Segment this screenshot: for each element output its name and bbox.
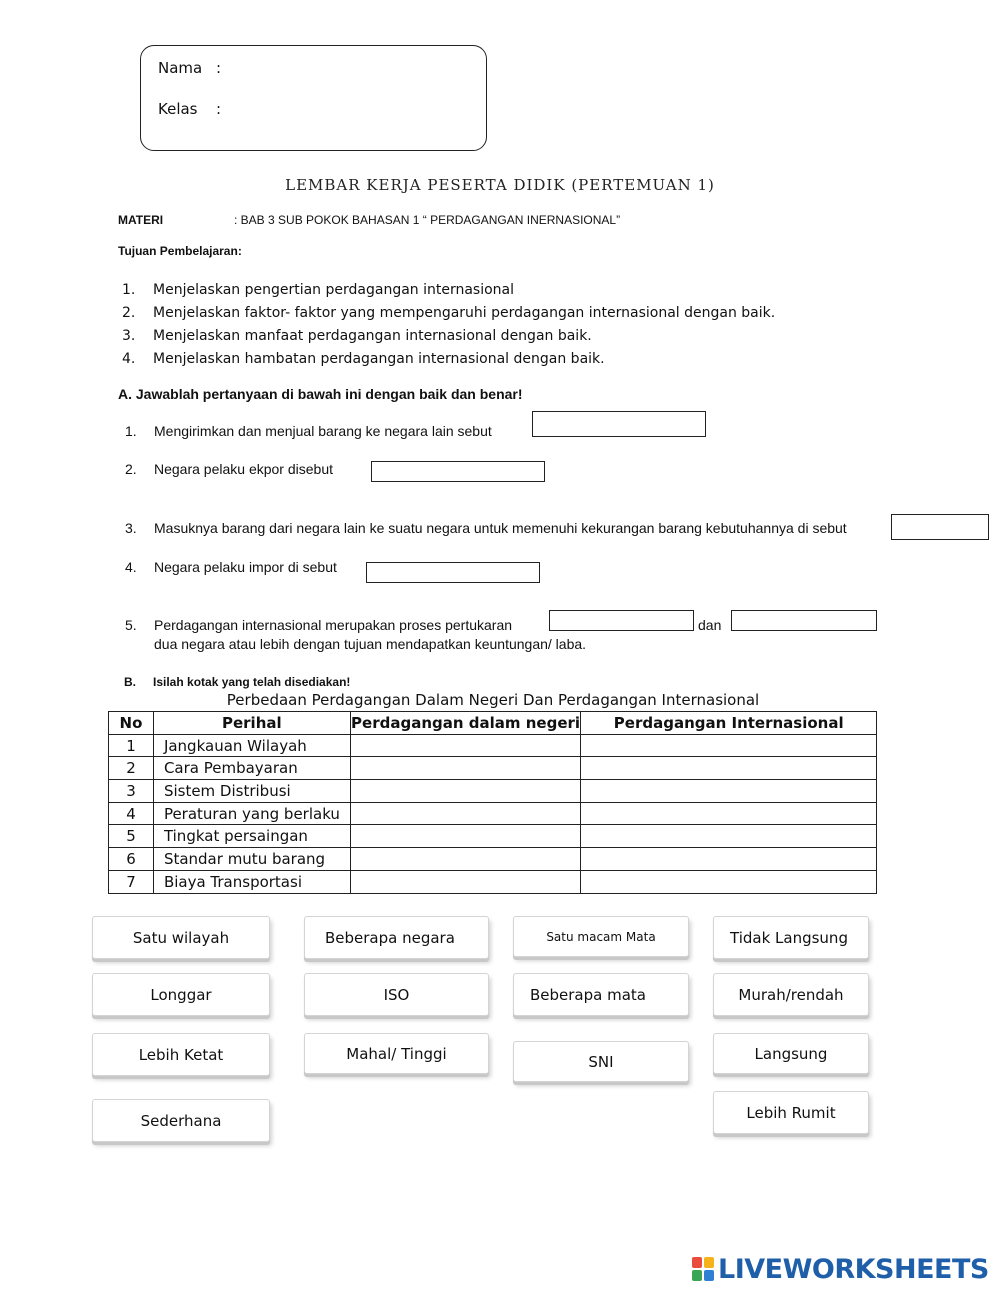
- objective-num: 2.: [122, 304, 136, 321]
- materi-value: : BAB 3 SUB POKOK BAHASAN 1 “ PERDAGANGAN INERNASIONAL”: [234, 213, 621, 227]
- table-row: [109, 757, 877, 780]
- question-1-number: 1.: [125, 423, 137, 439]
- drag-tile-satu-wilayah[interactable]: Satu wilayah: [92, 916, 270, 959]
- row-number: 6: [109, 848, 154, 871]
- logo-square: [704, 1270, 714, 1281]
- row-number: 7: [109, 870, 154, 893]
- drop-cell-dalam-negeri[interactable]: [350, 825, 581, 848]
- kelas-row: [158, 100, 221, 118]
- row-perihal: Jangkauan Wilayah: [153, 734, 350, 757]
- objective-text: Menjelaskan hambatan perdagangan internasional dengan baik.: [153, 350, 605, 367]
- column-header-perihal: Perihal: [153, 712, 350, 735]
- table-row: [109, 825, 877, 848]
- logo-square: [692, 1270, 702, 1281]
- comparison-table: [108, 711, 877, 894]
- question-5-number: 5.: [125, 617, 137, 633]
- drop-cell-dalam-negeri[interactable]: [350, 802, 581, 825]
- objective-num: 3.: [122, 327, 136, 344]
- nama-colon: :: [216, 59, 222, 77]
- objective-item: [122, 347, 822, 370]
- tujuan-label: Tujuan Pembelajaran:: [118, 244, 242, 258]
- drag-tile-lebih-rumit[interactable]: Lebih Rumit: [713, 1091, 869, 1134]
- logo-text: LIVEWORKSHEETS: [718, 1253, 989, 1285]
- logo-square: [704, 1257, 714, 1268]
- objectives-list: [122, 278, 822, 370]
- row-number: 4: [109, 802, 154, 825]
- answer-box-3[interactable]: [891, 514, 989, 540]
- column-header-internasional: Perdagangan Internasional: [581, 712, 877, 735]
- table-title: Perbedaan Perdagangan Dalam Negeri Dan Perdagangan Internasional: [226, 691, 760, 709]
- logo-mark-icon: [692, 1257, 714, 1281]
- objective-text: Menjelaskan manfaat perdagangan internasional dengan baik.: [153, 327, 592, 344]
- question-1-text: Mengirimkan dan menjual barang ke negara lain sebut: [154, 423, 492, 439]
- section-a-heading: A. Jawablah pertanyaan di bawah ini dengan baik dan benar!: [118, 386, 523, 402]
- table-row: [109, 780, 877, 803]
- drop-cell-dalam-negeri[interactable]: [350, 734, 581, 757]
- section-b-text: Isilah kotak yang telah disediakan!: [153, 675, 351, 689]
- table-row: [109, 734, 877, 757]
- question-5-text: Perdagangan internasional merupakan proses pertukaran: [154, 617, 513, 633]
- drop-cell-internasional[interactable]: [581, 802, 877, 825]
- row-perihal: Sistem Distribusi: [153, 780, 350, 803]
- answer-box-1[interactable]: [532, 411, 706, 437]
- drop-cell-internasional[interactable]: [581, 825, 877, 848]
- drag-tile-mahal-tinggi[interactable]: Mahal/ Tinggi: [304, 1033, 489, 1074]
- nama-row: [158, 59, 221, 77]
- question-5-continuation: dua negara atau lebih dengan tujuan mendapatkan keuntungan/ laba.: [154, 636, 587, 652]
- row-number: 5: [109, 825, 154, 848]
- drop-cell-internasional[interactable]: [581, 734, 877, 757]
- drop-cell-dalam-negeri[interactable]: [350, 780, 581, 803]
- question-2-number: 2.: [125, 461, 137, 477]
- table-row: [109, 848, 877, 871]
- row-perihal: Standar mutu barang: [153, 848, 350, 871]
- drop-cell-internasional[interactable]: [581, 780, 877, 803]
- drag-tile-lebih-ketat[interactable]: Lebih Ketat: [92, 1033, 270, 1076]
- drag-tile-beberapa-negara[interactable]: Beberapa negara: [304, 916, 489, 959]
- row-perihal: Biaya Transportasi: [153, 870, 350, 893]
- column-header-no: No: [109, 712, 154, 735]
- objective-text: Menjelaskan pengertian perdagangan internasional: [153, 281, 515, 298]
- row-perihal: Peraturan yang berlaku: [153, 802, 350, 825]
- drop-cell-dalam-negeri[interactable]: [350, 757, 581, 780]
- section-b-heading: [124, 675, 350, 689]
- question-5-connector: dan: [698, 617, 722, 633]
- objective-num: 1.: [122, 281, 136, 298]
- drag-tile-beberapa-mata[interactable]: Beberapa mata: [513, 973, 689, 1016]
- question-4-text: Negara pelaku impor di sebut: [154, 559, 337, 575]
- materi-label: MATERI: [118, 213, 164, 227]
- row-perihal: Tingkat persaingan: [153, 825, 350, 848]
- liveworksheets-logo: [692, 1254, 989, 1284]
- drop-cell-dalam-negeri[interactable]: [350, 848, 581, 871]
- drag-tile-sederhana[interactable]: Sederhana: [92, 1099, 270, 1142]
- row-number: 1: [109, 734, 154, 757]
- answer-box-4[interactable]: [366, 562, 540, 583]
- drag-tile-langsung[interactable]: Langsung: [713, 1033, 869, 1074]
- drag-tile-longgar[interactable]: Longgar: [92, 973, 270, 1016]
- drag-tile-sni[interactable]: SNI: [513, 1041, 689, 1082]
- objective-num: 4.: [122, 350, 136, 367]
- drop-cell-internasional[interactable]: [581, 870, 877, 893]
- question-3-number: 3.: [125, 520, 137, 536]
- drop-cell-dalam-negeri[interactable]: [350, 870, 581, 893]
- worksheet-title: LEMBAR KERJA PESERTA DIDIK (PERTEMUAN 1): [285, 176, 715, 194]
- objective-item: [122, 324, 822, 347]
- objective-item: [122, 301, 822, 324]
- column-header-dalam-negeri: Perdagangan dalam negeri: [350, 712, 581, 735]
- nama-label: Nama: [158, 59, 203, 77]
- answer-box-5a[interactable]: [549, 610, 694, 631]
- objective-text: Menjelaskan faktor- faktor yang mempengaruhi perdagangan internasional dengan baik.: [153, 304, 776, 321]
- logo-square: [692, 1257, 702, 1268]
- kelas-colon: :: [216, 100, 222, 118]
- row-number: 2: [109, 757, 154, 780]
- question-4-number: 4.: [125, 559, 137, 575]
- objective-item: [122, 278, 822, 301]
- table-row: [109, 870, 877, 893]
- answer-box-2[interactable]: [371, 461, 545, 482]
- row-number: 3: [109, 780, 154, 803]
- drag-tile-murah-rendah[interactable]: Murah/rendah: [713, 973, 869, 1016]
- drag-tile-iso[interactable]: ISO: [304, 973, 489, 1016]
- question-2-text: Negara pelaku ekpor disebut: [154, 461, 334, 477]
- drag-tile-satu-macam-mata[interactable]: Satu macam Mata: [513, 916, 689, 957]
- drop-cell-internasional[interactable]: [581, 757, 877, 780]
- kelas-label: Kelas: [158, 100, 198, 118]
- answer-box-5b[interactable]: [731, 610, 877, 631]
- section-b-label: B.: [124, 675, 136, 689]
- drag-tile-tidak-langsung[interactable]: Tidak Langsung: [713, 916, 869, 959]
- drop-cell-internasional[interactable]: [581, 848, 877, 871]
- table-header-row: [109, 712, 877, 735]
- question-3-text: Masuknya barang dari negara lain ke suatu negara untuk memenuhi kekurangan barang kebutuhannya di sebut: [154, 520, 847, 536]
- table-row: [109, 802, 877, 825]
- row-perihal: Cara Pembayaran: [153, 757, 350, 780]
